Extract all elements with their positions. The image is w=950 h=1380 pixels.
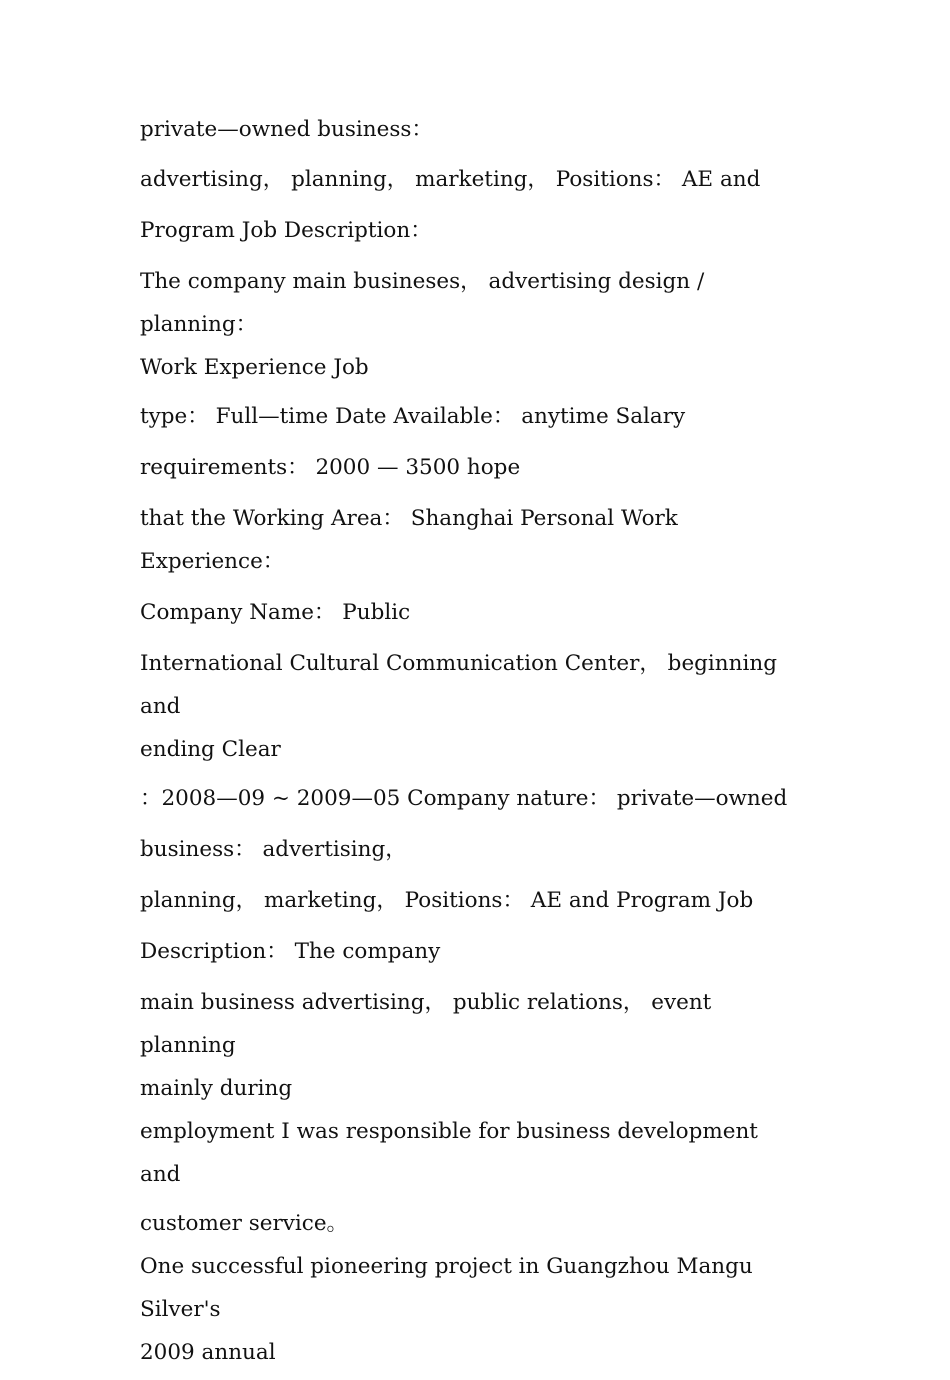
- paragraph: planning， marketing， Positions： AE and Program Job: [140, 888, 754, 913]
- paragraph: International Cultural Communication Center， beginning and ending Clear: [140, 651, 777, 762]
- paragraph: business： advertising，: [140, 837, 407, 862]
- paragraph: customer service。: [140, 1211, 349, 1236]
- paragraph: Company Name： Public: [140, 600, 411, 625]
- paragraph: employment I was responsible for business development and: [140, 1119, 765, 1187]
- paragraph: advertising， planning， marketing， Positions： AE and: [140, 167, 761, 192]
- paragraph: private—owned business：: [140, 117, 433, 142]
- paragraph: Program Job Description：: [140, 218, 432, 243]
- paragraph: Description： The company: [140, 939, 441, 964]
- paragraph: that the Working Area： Shanghai Personal Work Experience：: [140, 506, 685, 574]
- paragraph: The company main busineses， advertising design / planning： Work Experience Job: [140, 269, 705, 380]
- paragraph: type： Full—time Date Available： anytime Salary: [140, 404, 686, 429]
- document-text: [140, 110, 800, 1380]
- paragraph: main business advertising， public relations， event planning mainly during: [140, 990, 712, 1101]
- paragraph: One successful pioneering project in Guangzhou Mangu Silver's 2009 annual: [140, 1254, 753, 1365]
- paragraph: requirements： 2000 — 3500 hope: [140, 455, 521, 480]
- paragraph: ：2008—09 ~ 2009—05 Company nature： private—owned: [140, 786, 788, 811]
